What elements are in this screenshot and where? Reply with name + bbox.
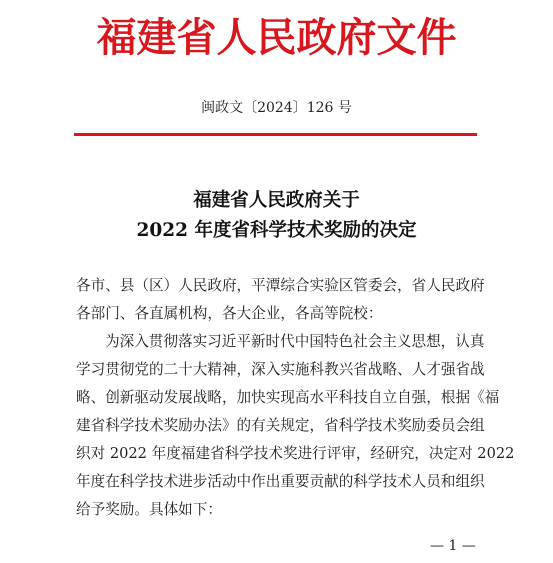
paragraph-line: 为深入贯彻落实习近平新时代中国特色社会主义思想，认真 — [105, 333, 485, 350]
paragraph-line: 略、创新驱动发展战略，加快实现高水平科技自立自强，根据《福 — [76, 389, 500, 406]
page-number: — 1 — — [430, 538, 476, 554]
document-number: 闽政文〔2024〕126 号 — [201, 100, 352, 116]
paragraph-line: 织对 2022 年度福建省科学技术奖进行评审，经研究，决定对 2022 — [76, 445, 515, 462]
salutation-line: 各市、县（区）人民政府，平潭综合实验区管委会，省人民政府 — [76, 277, 485, 294]
document-masthead: 福建省人民政府文件 — [96, 14, 457, 61]
document-title-line-2: 2022 年度省科学技术奖励的决定 — [136, 220, 417, 241]
paragraph-line: 年度在科学技术进步活动中作出重要贡献的科学技术人员和组织 — [76, 473, 485, 490]
paragraph-line: 给予奖励。具体如下： — [76, 501, 222, 518]
paragraph-line: 学习贯彻党的二十大精神，深入实施科教兴省战略、人才强省战 — [76, 361, 485, 378]
paragraph-line: 建省科学技术奖励办法》的有关规定，省科学技术奖励委员会组 — [76, 417, 485, 434]
red-separator-line — [74, 133, 477, 136]
salutation-line: 各部门、各直属机构，各大企业，各高等院校： — [76, 305, 383, 322]
document-body — [76, 272, 515, 524]
document-title-line-1: 福建省人民政府关于 — [193, 190, 360, 211]
